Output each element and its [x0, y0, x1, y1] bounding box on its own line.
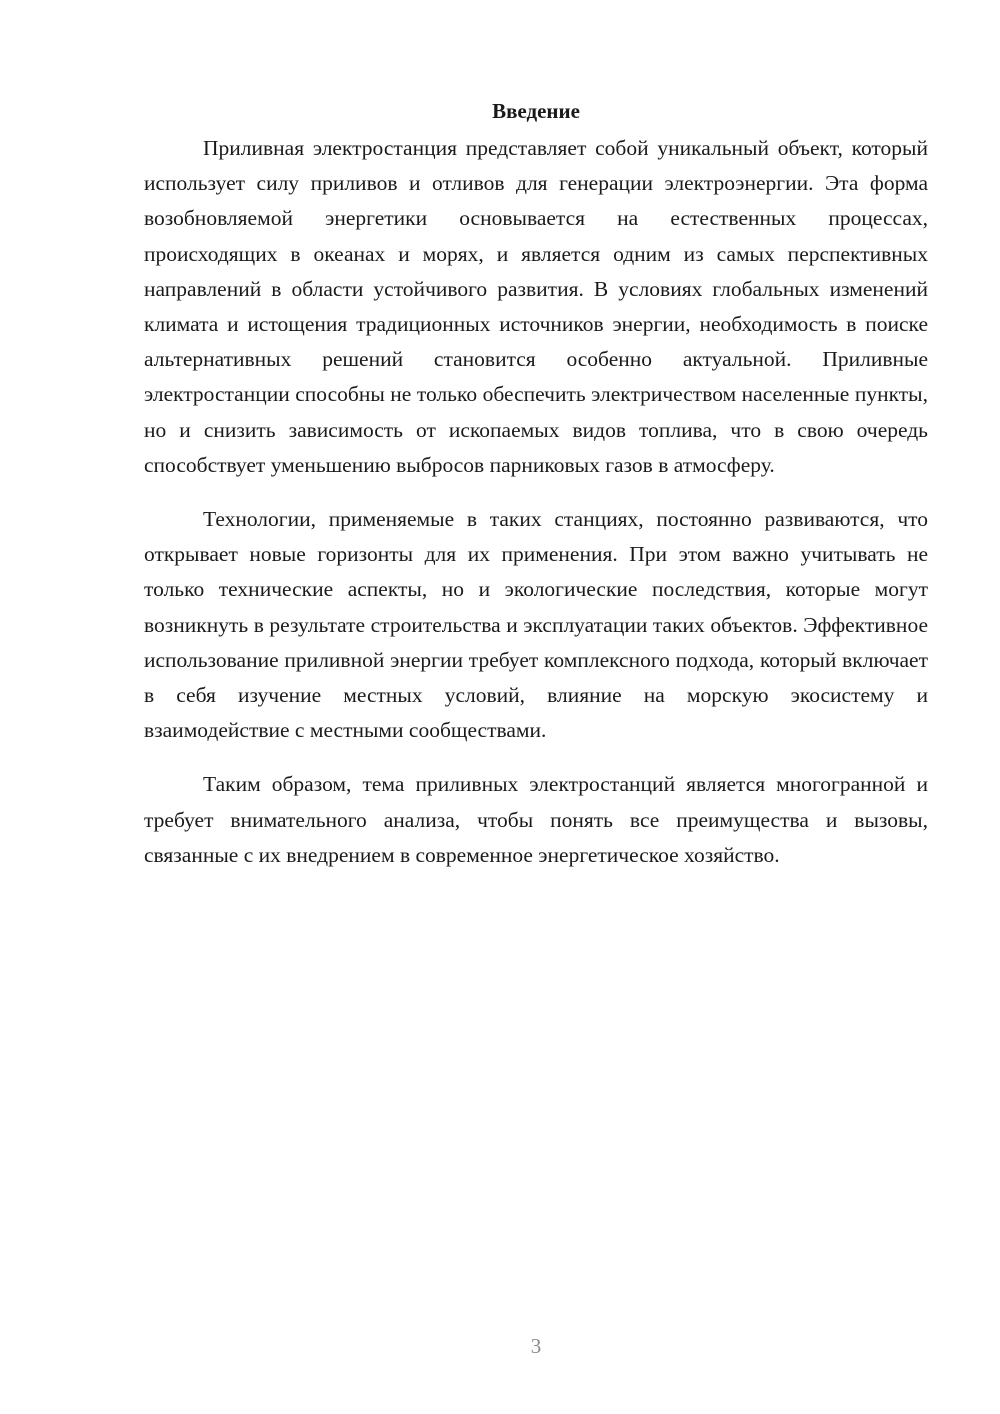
paragraph-1: Приливная электростанция представляет собой уникальный объект, который использует силу приливов и отливов для генерации электроэнергии. Эта форма возобновляемой энергетики основывается на естественных процессах, происходящих в океанах и морях, и является одним из самых перспективных направлений в области устойчивого развития. В условиях глобальных изменений климата и истощения традиционных источников энергии, необходимость в поиске альтернативных решений становится особенно актуальной. Приливные электростанции способны не только обеспечить электричеством населенные пункты, но и снизить зависимость от ископаемых видов топлива, что в свою очередь способствует уменьшению выбросов парниковых газов в атмосферу. [144, 136, 928, 477]
page-body [144, 96, 928, 873]
paragraph-2: Технологии, применяемые в таких станциях, постоянно развиваются, что открывает новые горизонты для их применения. При этом важно учитывать не только технические аспекты, но и экологические последствия, которые могут возникнуть в результате строительства и эксплуатации таких объектов. Эффективное использование приливной энергии требует комплексного подхода, который включает в себя изучение местных условий, влияние на морскую экосистему и взаимодействие с местными сообществами. [144, 507, 928, 743]
section-title: Введение [492, 99, 580, 123]
paragraph-3: Таким образом, тема приливных электростанций является многогранной и требует внимательного анализа, чтобы понять все преимущества и вызовы, связанные с их внедрением в современное энергетическое хозяйство. [144, 772, 928, 867]
page-number: 3 [530, 1334, 542, 1358]
